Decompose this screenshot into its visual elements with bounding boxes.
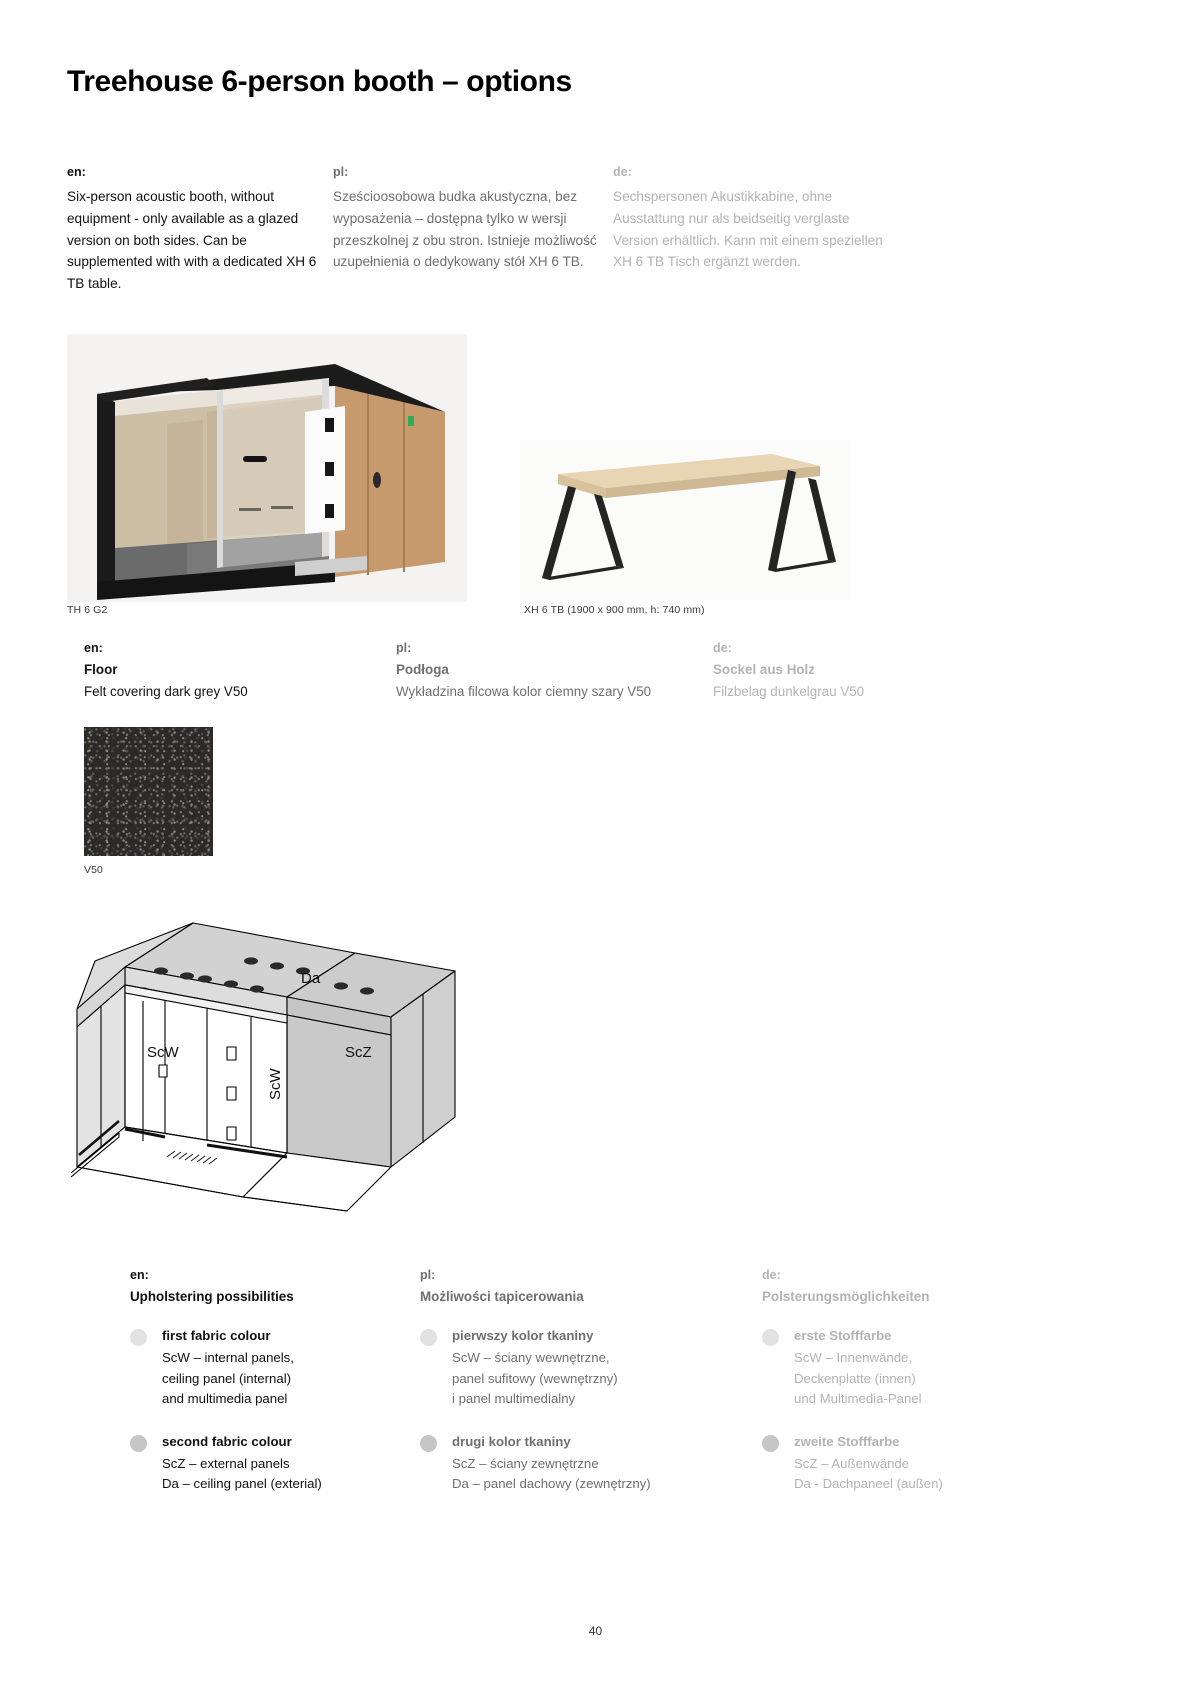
fabric-colour-title: first fabric colour <box>162 1328 271 1343</box>
floor-description-en: Felt covering dark grey V50 <box>84 684 248 699</box>
upholstering-column-de <box>762 1268 1042 1519</box>
caption-booth: TH 6 G2 <box>67 604 108 616</box>
booth-isometric-diagram <box>55 905 515 1235</box>
language-tag-en: en: <box>67 165 86 179</box>
fabric-colour-dot-icon <box>762 1329 779 1346</box>
intro-column-en <box>67 165 329 295</box>
intro-text-pl: Sześcioosobowa budka akustyczna, bez wyposażenia – dostępna tylko w wersji przeszkolnej z obu stron. Istnieje możliwość uzupełnienia o dedykowany stół XH 6 TB. <box>333 189 597 270</box>
upholstering-heading-pl: Możliwości tapicerowania <box>420 1289 584 1304</box>
intro-column-pl <box>333 165 605 273</box>
floor-language-tag-de: de: <box>713 641 732 655</box>
upholstering-language-tag-en: en: <box>130 1268 149 1282</box>
floor-description-pl: Wykładzina filcowa kolor ciemny szary V50 <box>396 684 652 699</box>
fabric-colour-dot-icon <box>130 1435 147 1452</box>
caption-table: XH 6 TB (1900 x 900 mm, h: 740 mm) <box>524 604 705 616</box>
booth-product-photo <box>67 334 467 602</box>
floor-heading-pl: Podłoga <box>396 662 449 677</box>
language-tag-de: de: <box>613 165 632 179</box>
upholstering-item <box>130 1434 390 1495</box>
floor-language-tag-en: en: <box>84 641 103 655</box>
fabric-colour-title: drugi kolor tkaniny <box>452 1433 571 1449</box>
floor-heading-de: Sockel aus Holz <box>713 662 815 677</box>
fabric-colour-body: ScW – Innenwände, Deckenplatte (innen) und Multimedia-Panel <box>794 1350 922 1406</box>
upholstering-item <box>420 1328 700 1410</box>
language-tag-pl: pl: <box>333 165 349 179</box>
diagram-label-scw-left: ScW <box>147 1044 179 1061</box>
floor-heading-en: Floor <box>84 662 118 677</box>
fabric-colour-title: pierwszy kolor tkaniny <box>452 1328 594 1343</box>
floor-column-pl <box>396 641 706 702</box>
diagram-label-scw-right: ScW <box>267 1068 284 1100</box>
page-title: Treehouse 6-person booth – options <box>67 65 572 98</box>
caption-swatch: V50 <box>84 864 103 876</box>
upholstering-item <box>420 1434 700 1495</box>
fabric-colour-title: second fabric colour <box>162 1433 292 1449</box>
fabric-colour-body: ScZ – ściany zewnętrzne Da – panel dachowy (zewnętrzny) <box>452 1455 651 1491</box>
floor-column-de <box>713 641 1013 702</box>
fabric-colour-dot-icon <box>420 1329 437 1346</box>
upholstering-item <box>762 1434 1042 1495</box>
fabric-colour-title: erste Stofffarbe <box>794 1328 892 1343</box>
upholstering-language-tag-de: de: <box>762 1268 781 1282</box>
fabric-colour-body: ScW – ściany wewnętrzne, panel sufitowy (wewnętrzny) i panel multimedialny <box>452 1350 618 1406</box>
upholstering-item <box>762 1328 1042 1410</box>
floor-language-tag-pl: pl: <box>396 641 412 655</box>
fabric-colour-body: ScZ – Außenwände Da - Dachpaneel (außen) <box>794 1455 943 1491</box>
floor-column-en <box>84 641 384 702</box>
diagram-label-scz: ScZ <box>345 1044 372 1061</box>
diagram-label-da: Da <box>301 970 321 987</box>
page-number: 40 <box>588 1624 603 1638</box>
table-product-photo <box>520 440 850 600</box>
intro-text-en: Six-person acoustic booth, without equipment - only available as a glazed version on both sides. Can be supplemented with with a dedicated XH 6 TB table. <box>67 189 317 292</box>
fabric-colour-body: ScZ – external panels Da – ceiling panel (exterial) <box>162 1455 322 1491</box>
fabric-colour-body: ScW – internal panels, ceiling panel (internal) and multimedia panel <box>162 1350 294 1406</box>
intro-text-de: Sechspersonen Akustikkabine, ohne Ausstattung nur als beidseitig verglaste Version erhältlich. Kann mit einem speziellen XH 6 TB Tisch ergänzt werden. <box>613 189 883 270</box>
fabric-colour-dot-icon <box>130 1329 147 1346</box>
intro-column-de <box>613 165 891 273</box>
fabric-colour-dot-icon <box>420 1435 437 1452</box>
fabric-colour-dot-icon <box>762 1435 779 1452</box>
fabric-colour-title: zweite Stofffarbe <box>794 1433 900 1449</box>
upholstering-language-tag-pl: pl: <box>420 1268 436 1282</box>
floor-description-de: Filzbelag dunkelgrau V50 <box>713 684 865 699</box>
upholstering-column-pl <box>420 1268 700 1519</box>
upholstering-heading-en: Upholstering possibilities <box>130 1289 294 1304</box>
fabric-swatch-v50 <box>84 727 213 856</box>
upholstering-item <box>130 1328 390 1410</box>
upholstering-heading-de: Polsterungsmöglichkeiten <box>762 1289 930 1304</box>
upholstering-column-en <box>130 1268 390 1519</box>
